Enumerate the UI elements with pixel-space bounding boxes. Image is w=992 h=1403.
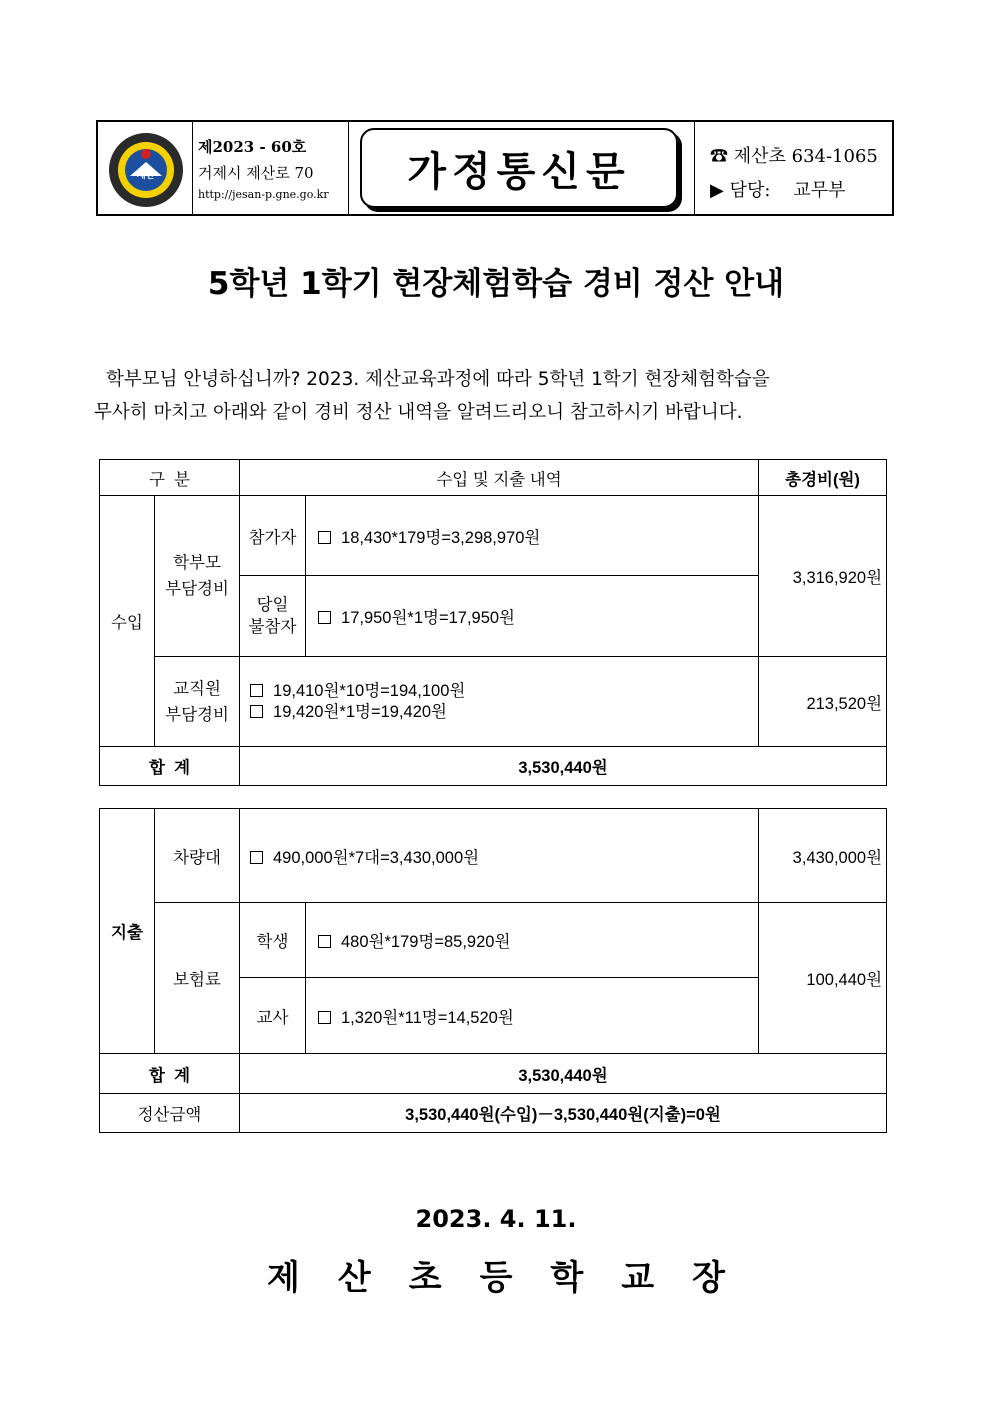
- settlement-row: [100, 1094, 887, 1133]
- expense-table: [99, 808, 887, 1133]
- participants-cell: [306, 496, 759, 576]
- student-insurance-row: [100, 903, 887, 978]
- checkbox-square-icon: [318, 531, 331, 544]
- checkbox-square-icon: [250, 705, 263, 718]
- staff-cell: [240, 657, 759, 747]
- income-sum-value: 3,530,440원: [240, 747, 887, 786]
- intro-line-1: 학부모님 안녕하십니까? 2023. 제산교육과정에 따라 5학년 1학기 현장체험학습을: [106, 369, 770, 390]
- teacher-cell: [306, 978, 759, 1054]
- student-cell: [306, 903, 759, 978]
- school-emblem-icon: [108, 132, 184, 208]
- expense-sum-value: 3,530,440원: [240, 1054, 887, 1094]
- phone-row: [710, 142, 878, 168]
- vehicle-detail: 490,000원*7대=3,430,000원: [273, 848, 480, 867]
- student-detail: 480원*179명=85,920원: [341, 933, 511, 951]
- expense-sum-row: [100, 1054, 887, 1094]
- participants-row: [100, 496, 887, 576]
- absent-detail: 17,950원*1명=17,950원: [341, 609, 515, 627]
- participants-label: 참가자: [240, 496, 306, 576]
- income-sum-label: 합 계: [100, 747, 240, 786]
- vehicle-total: 3,430,000원: [759, 809, 887, 903]
- absent-cell: [306, 576, 759, 657]
- contact-label: 담당:: [729, 180, 771, 201]
- triangle-right-icon: ▶: [710, 180, 724, 201]
- expense-section-label: 지출: [100, 809, 155, 1054]
- insurance-total: 100,440원: [759, 903, 887, 1054]
- issue-number: 제2023 - 60호: [198, 138, 307, 156]
- intro-line-2: 무사히 마치고 아래와 같이 경비 정산 내역을 알려드리오니 참고하시기 바랍니다.: [94, 402, 743, 423]
- staff-total: 213,520원: [759, 657, 887, 747]
- teacher-label: 교사: [240, 978, 306, 1054]
- header-details: 수입 및 지출 내역: [240, 460, 759, 496]
- staff-detail-1: 19,410원*10명=194,100원: [273, 681, 466, 700]
- checkbox-square-icon: [318, 935, 331, 948]
- school-url[interactable]: http://jesan-p.gne.go.kr: [198, 188, 329, 201]
- phone-icon: ☎: [710, 146, 728, 167]
- student-label: 학생: [240, 903, 306, 978]
- vehicle-row: [100, 809, 887, 903]
- staff-detail-2: 19,420원*1명=19,420원: [273, 702, 447, 721]
- participants-detail: 18,430*179명=3,298,970원: [341, 528, 541, 547]
- staff-cost-label: 교직원 부담경비: [155, 657, 240, 747]
- header-total: 총경비(원): [759, 460, 887, 496]
- settlement-label: 정산금액: [100, 1094, 240, 1133]
- teacher-detail: 1,320원*11명=14,520원: [341, 1008, 514, 1027]
- header-category: 구 분: [100, 460, 240, 496]
- masthead-title: 가정통신문: [360, 128, 678, 208]
- contact-dept: 교무부: [793, 180, 846, 201]
- checkbox-square-icon: [318, 1011, 331, 1024]
- settlement-value: 3,530,440원(수입)－3,530,440원(지출)=0원: [240, 1094, 887, 1133]
- parent-cost-label: 학부모 부담경비: [155, 496, 240, 657]
- expense-sum-label: 합 계: [100, 1054, 240, 1094]
- income-table: [99, 459, 887, 786]
- income-sum-row: [100, 747, 887, 786]
- principal-signature: 제산초등학교장: [267, 1258, 763, 1298]
- staff-row: [100, 657, 887, 747]
- page-title: 5학년 1학기 현장체험학습 경비 정산 안내: [207, 266, 785, 302]
- absent-label: 당일 불참자: [240, 576, 306, 657]
- contact-row: [710, 176, 845, 202]
- emblem-text: 제산: [137, 171, 155, 181]
- income-section-label: 수입: [100, 496, 155, 747]
- school-address: 거제시 제산로 70: [198, 164, 314, 182]
- checkbox-square-icon: [250, 684, 263, 697]
- income-header-row: [100, 460, 887, 496]
- letterhead: [96, 120, 894, 216]
- phone-number: 제산초 634-1065: [733, 146, 878, 167]
- insurance-label: 보험료: [155, 903, 240, 1054]
- checkbox-square-icon: [250, 851, 263, 864]
- parent-total: 3,316,920원: [759, 496, 887, 657]
- vehicle-label: 차량대: [155, 809, 240, 903]
- issue-date: 2023. 4. 11.: [415, 1205, 577, 1233]
- vehicle-cell: [240, 809, 759, 903]
- checkbox-square-icon: [318, 611, 331, 624]
